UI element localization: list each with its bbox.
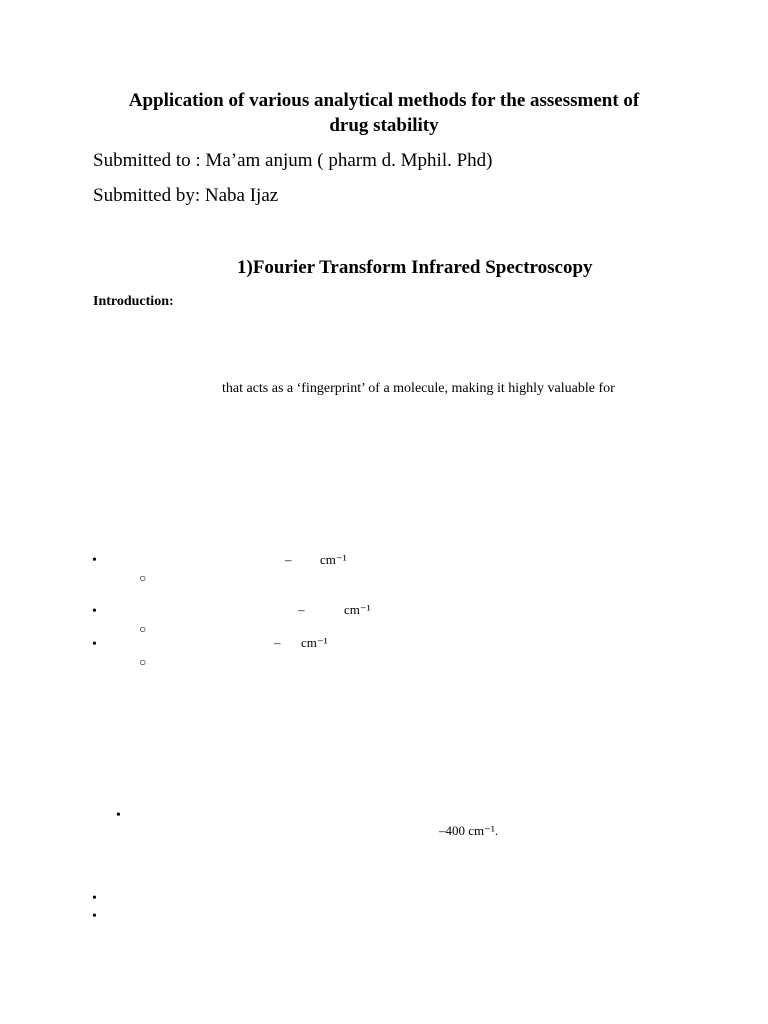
- document-title-line-2: drug stability: [329, 115, 439, 136]
- range-dash: –: [298, 602, 305, 617]
- range-dash: –: [274, 635, 281, 650]
- intro-text-fragment: that acts as a ‘fingerprint’ of a molecule, making it highly valuable for: [222, 381, 615, 396]
- introduction-label: Introduction:: [93, 294, 174, 309]
- bullet-marker: •: [92, 604, 97, 619]
- section-heading-ftir: 1)Fourier Transform Infrared Spectroscopy: [237, 257, 593, 278]
- sub-bullet-marker: ○: [139, 655, 147, 669]
- bullet-marker: •: [92, 891, 97, 906]
- sub-bullet-marker: ○: [139, 571, 147, 585]
- bullet-marker: •: [92, 637, 97, 652]
- wavenumber-unit: cm⁻¹: [301, 635, 328, 650]
- submitted-to: Submitted to : Ma’am anjum ( pharm d. Mphil. Phd): [93, 150, 493, 171]
- wavenumber-range-end: –400 cm⁻¹.: [439, 823, 499, 838]
- wavenumber-unit: cm⁻¹: [344, 602, 371, 617]
- document-title-line-1: Application of various analytical methods for the assessment of: [128, 90, 640, 111]
- bullet-marker: •: [92, 909, 97, 924]
- range-dash: –: [285, 552, 292, 567]
- sub-bullet-marker: ○: [139, 622, 147, 636]
- wavenumber-unit: cm⁻¹: [320, 552, 347, 567]
- bullet-marker: •: [116, 808, 121, 823]
- bullet-marker: •: [92, 553, 97, 568]
- submitted-by: Submitted by: Naba Ijaz: [93, 185, 279, 206]
